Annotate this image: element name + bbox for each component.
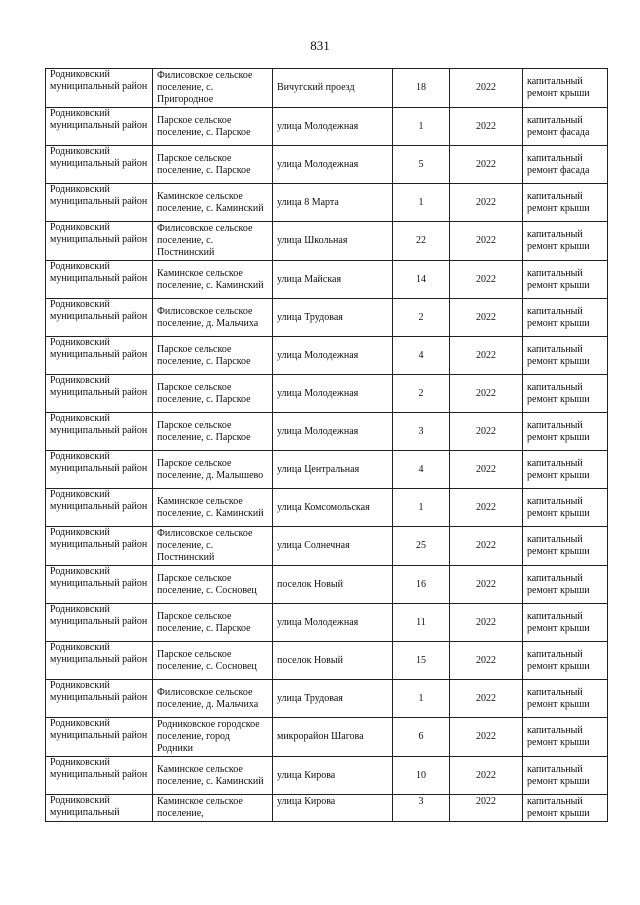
- table-row: [46, 604, 608, 642]
- street-cell: улица Кирова: [273, 795, 393, 822]
- street-cell: улица Трудовая: [273, 299, 393, 337]
- house-number-cell: 1: [393, 184, 450, 222]
- street-cell: улица Трудовая: [273, 680, 393, 718]
- street-cell: поселок Новый: [273, 566, 393, 604]
- street-cell: поселок Новый: [273, 642, 393, 680]
- year-cell: 2022: [450, 604, 523, 642]
- year-cell: 2022: [450, 261, 523, 299]
- house-number-cell: 2: [393, 299, 450, 337]
- settlement-cell: Каминское сельское поселение, с. Каминский: [153, 489, 273, 527]
- district-cell: Родниковский муниципальный район: [46, 184, 153, 222]
- table-row: [46, 680, 608, 718]
- table-row: [46, 795, 608, 822]
- house-number-cell: 14: [393, 261, 450, 299]
- district-cell: Родниковский муниципальный район: [46, 108, 153, 146]
- settlement-cell: Парское сельское поселение, с. Парское: [153, 108, 273, 146]
- year-cell: 2022: [450, 108, 523, 146]
- street-cell: улица Молодежная: [273, 604, 393, 642]
- district-cell: Родниковский муниципальный район: [46, 451, 153, 489]
- year-cell: 2022: [450, 642, 523, 680]
- table-row: [46, 184, 608, 222]
- settlement-cell: Каминское сельское поселение, с. Каминский: [153, 757, 273, 795]
- table-row: [46, 489, 608, 527]
- table-row: [46, 718, 608, 757]
- table-row: [46, 337, 608, 375]
- settlement-cell: Парское сельское поселение, д. Малышево: [153, 451, 273, 489]
- work-type-cell: капитальный ремонт крыши: [523, 757, 608, 795]
- year-cell: 2022: [450, 146, 523, 184]
- work-type-cell: капитальный ремонт крыши: [523, 795, 608, 822]
- district-cell: Родниковский муниципальный район: [46, 566, 153, 604]
- settlement-cell: Филисовское сельское поселение, д. Мальчиха: [153, 299, 273, 337]
- street-cell: улица Комсомольская: [273, 489, 393, 527]
- settlement-cell: Филисовское сельское поселение, с. Постнинский: [153, 527, 273, 566]
- house-number-cell: 16: [393, 566, 450, 604]
- street-cell: улица Молодежная: [273, 108, 393, 146]
- house-number-cell: 1: [393, 489, 450, 527]
- settlement-cell: Парское сельское поселение, с. Сосновец: [153, 566, 273, 604]
- settlement-cell: Парское сельское поселение, с. Парское: [153, 413, 273, 451]
- year-cell: 2022: [450, 184, 523, 222]
- settlement-cell: Парское сельское поселение, с. Парское: [153, 146, 273, 184]
- repair-schedule-table: [45, 68, 608, 822]
- table-row: [46, 222, 608, 261]
- work-type-cell: капитальный ремонт крыши: [523, 184, 608, 222]
- street-cell: улица Молодежная: [273, 146, 393, 184]
- work-type-cell: капитальный ремонт крыши: [523, 222, 608, 261]
- house-number-cell: 18: [393, 69, 450, 108]
- district-cell: Родниковский муниципальный район: [46, 69, 153, 108]
- house-number-cell: 6: [393, 718, 450, 757]
- house-number-cell: 4: [393, 337, 450, 375]
- district-cell: Родниковский муниципальный район: [46, 146, 153, 184]
- street-cell: улица Кирова: [273, 757, 393, 795]
- year-cell: 2022: [450, 795, 523, 822]
- district-cell: Родниковский муниципальный район: [46, 375, 153, 413]
- work-type-cell: капитальный ремонт крыши: [523, 413, 608, 451]
- house-number-cell: 11: [393, 604, 450, 642]
- street-cell: микрорайон Шагова: [273, 718, 393, 757]
- work-type-cell: капитальный ремонт крыши: [523, 375, 608, 413]
- house-number-cell: 1: [393, 680, 450, 718]
- district-cell: Родниковский муниципальный район: [46, 680, 153, 718]
- house-number-cell: 1: [393, 108, 450, 146]
- table-row: [46, 451, 608, 489]
- work-type-cell: капитальный ремонт крыши: [523, 337, 608, 375]
- district-cell: Родниковский муниципальный район: [46, 261, 153, 299]
- work-type-cell: капитальный ремонт крыши: [523, 261, 608, 299]
- table-row: [46, 566, 608, 604]
- work-type-cell: капитальный ремонт фасада: [523, 108, 608, 146]
- table-row: [46, 146, 608, 184]
- year-cell: 2022: [450, 680, 523, 718]
- house-number-cell: 3: [393, 795, 450, 822]
- work-type-cell: капитальный ремонт крыши: [523, 69, 608, 108]
- work-type-cell: капитальный ремонт крыши: [523, 451, 608, 489]
- street-cell: Вичугский проезд: [273, 69, 393, 108]
- house-number-cell: 3: [393, 413, 450, 451]
- table-row: [46, 69, 608, 108]
- district-cell: Родниковский муниципальный район: [46, 222, 153, 261]
- district-cell: Родниковский муниципальный район: [46, 337, 153, 375]
- year-cell: 2022: [450, 527, 523, 566]
- table-row: [46, 757, 608, 795]
- district-cell: Родниковский муниципальный район: [46, 299, 153, 337]
- settlement-cell: Парское сельское поселение, с. Сосновец: [153, 642, 273, 680]
- table-row: [46, 527, 608, 566]
- work-type-cell: капитальный ремонт крыши: [523, 489, 608, 527]
- district-cell: Родниковский муниципальный район: [46, 757, 153, 795]
- house-number-cell: 25: [393, 527, 450, 566]
- house-number-cell: 5: [393, 146, 450, 184]
- table-row: [46, 299, 608, 337]
- settlement-cell: Парское сельское поселение, с. Парское: [153, 337, 273, 375]
- settlement-cell: Каминское сельское поселение, с. Каминский: [153, 184, 273, 222]
- work-type-cell: капитальный ремонт крыши: [523, 299, 608, 337]
- table-row: [46, 261, 608, 299]
- year-cell: 2022: [450, 718, 523, 757]
- district-cell: Родниковский муниципальный: [46, 795, 153, 822]
- work-type-cell: капитальный ремонт крыши: [523, 604, 608, 642]
- house-number-cell: 22: [393, 222, 450, 261]
- settlement-cell: Каминское сельское поселение,: [153, 795, 273, 822]
- street-cell: улица 8 Марта: [273, 184, 393, 222]
- year-cell: 2022: [450, 375, 523, 413]
- work-type-cell: капитальный ремонт крыши: [523, 527, 608, 566]
- settlement-cell: Филисовское сельское поселение, д. Мальчиха: [153, 680, 273, 718]
- district-cell: Родниковский муниципальный район: [46, 489, 153, 527]
- year-cell: 2022: [450, 299, 523, 337]
- year-cell: 2022: [450, 337, 523, 375]
- house-number-cell: 2: [393, 375, 450, 413]
- work-type-cell: капитальный ремонт фасада: [523, 146, 608, 184]
- house-number-cell: 4: [393, 451, 450, 489]
- district-cell: Родниковский муниципальный район: [46, 718, 153, 757]
- year-cell: 2022: [450, 451, 523, 489]
- work-type-cell: капитальный ремонт крыши: [523, 642, 608, 680]
- district-cell: Родниковский муниципальный район: [46, 527, 153, 566]
- year-cell: 2022: [450, 489, 523, 527]
- street-cell: улица Майская: [273, 261, 393, 299]
- district-cell: Родниковский муниципальный район: [46, 604, 153, 642]
- settlement-cell: Парское сельское поселение, с. Парское: [153, 375, 273, 413]
- work-type-cell: капитальный ремонт крыши: [523, 718, 608, 757]
- settlement-cell: Родниковское городское поселение, город Родники: [153, 718, 273, 757]
- work-type-cell: капитальный ремонт крыши: [523, 566, 608, 604]
- settlement-cell: Филисовское сельское поселение, с. Пригородное: [153, 69, 273, 108]
- settlement-cell: Каминское сельское поселение, с. Каминский: [153, 261, 273, 299]
- house-number-cell: 10: [393, 757, 450, 795]
- street-cell: улица Центральная: [273, 451, 393, 489]
- year-cell: 2022: [450, 566, 523, 604]
- district-cell: Родниковский муниципальный район: [46, 413, 153, 451]
- settlement-cell: Парское сельское поселение, с. Парское: [153, 604, 273, 642]
- table-row: [46, 108, 608, 146]
- street-cell: улица Молодежная: [273, 337, 393, 375]
- house-number-cell: 15: [393, 642, 450, 680]
- table-row: [46, 642, 608, 680]
- year-cell: 2022: [450, 222, 523, 261]
- street-cell: улица Школьная: [273, 222, 393, 261]
- work-type-cell: капитальный ремонт крыши: [523, 680, 608, 718]
- page-number: 831: [310, 38, 330, 53]
- street-cell: улица Молодежная: [273, 375, 393, 413]
- year-cell: 2022: [450, 69, 523, 108]
- street-cell: улица Солнечная: [273, 527, 393, 566]
- district-cell: Родниковский муниципальный район: [46, 642, 153, 680]
- year-cell: 2022: [450, 413, 523, 451]
- settlement-cell: Филисовское сельское поселение, с. Постнинский: [153, 222, 273, 261]
- year-cell: 2022: [450, 757, 523, 795]
- street-cell: улица Молодежная: [273, 413, 393, 451]
- table-row: [46, 375, 608, 413]
- table-row: [46, 413, 608, 451]
